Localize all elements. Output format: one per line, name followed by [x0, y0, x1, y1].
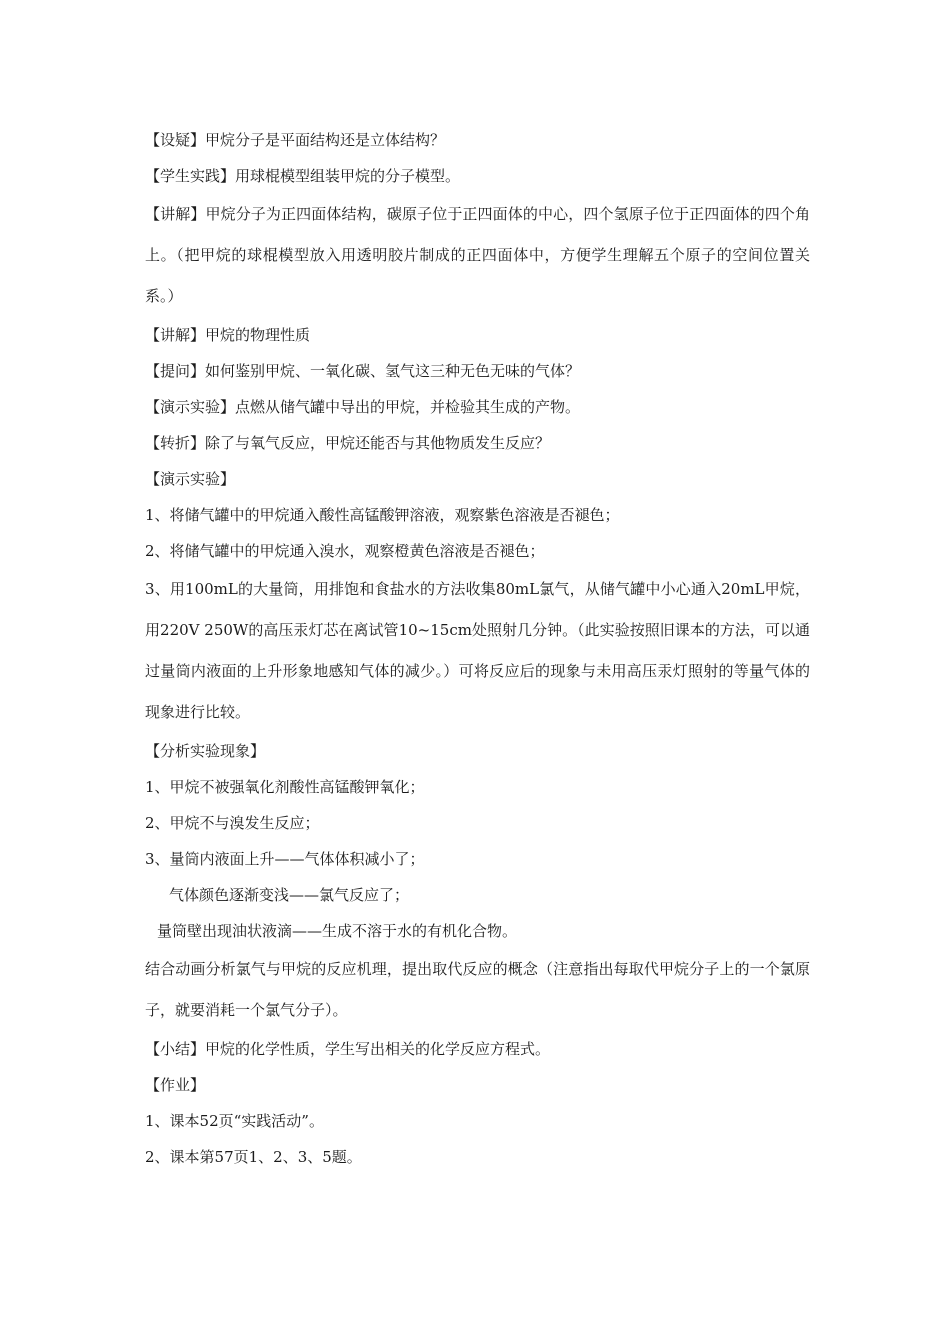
paragraph-transition: 【转折】除了与氧气反应，甲烷还能否与其他物质发生反应？ [145, 434, 551, 452]
paragraph-question: 【设疑】甲烷分子是平面结构还是立体结构？ [145, 131, 446, 149]
list-item-homework-2: 2、课本第57页1、2、3、5题。 [145, 1148, 362, 1166]
list-item-analysis-1: 1、甲烷不被强氧化剂酸性高锰酸钾氧化； [145, 778, 425, 796]
paragraph-explanation-structure: 【讲解】甲烷分子为正四面体结构，碳原子位于正四面体的中心，四个氢原子位于正四面体的四个角上。（把甲烷的球棍模型放入用透明胶片制成的正四面体中，方便学生理解五个原子的空间位置关系。） [145, 205, 810, 305]
paragraph-student-practice: 【学生实践】用球棍模型组装甲烷的分子模型。 [145, 167, 461, 185]
paragraph-homework-heading: 【作业】 [145, 1076, 206, 1094]
paragraph-summary: 【小结】甲烷的化学性质，学生写出相关的化学反应方程式。 [145, 1040, 551, 1058]
list-item-homework-1: 1、课本52页“实践活动”。 [145, 1112, 324, 1130]
list-item-demo-1: 1、将储气罐中的甲烷通入酸性高锰酸钾溶液，观察紫色溶液是否褪色； [145, 506, 620, 524]
paragraph-explanation-physical: 【讲解】甲烷的物理性质 [145, 326, 311, 344]
list-item-demo-3: 3、用100mL的大量筒，用排饱和食盐水的方法收集80mL氯气，从储气罐中小心通入20mL甲烷，用220V 250W的高压汞灯芯在离试管10~15cm处照射几分钟。（此实验按照旧课本的方法，可以通过量筒内液面的上升形象地感知气体的减少。）可将反应后的现象与未用高压汞灯照射的等量气体的现象进行比较。 [145, 580, 810, 721]
document-body [145, 122, 810, 1175]
paragraph-ask: 【提问】如何鉴别甲烷、一氧化碳、氢气这三种无色无味的气体？ [145, 362, 581, 380]
paragraph-demo-heading: 【演示实验】 [145, 470, 236, 488]
list-item-analysis-3: 3、量筒内液面上升——气体体积减小了； [145, 850, 425, 868]
paragraph-mechanism: 结合动画分析氯气与甲烷的反应机理，提出取代反应的概念（注意指出每取代甲烷分子上的一个氯原子，就要消耗一个氯气分子）。 [145, 960, 810, 1019]
list-item-analysis-2: 2、甲烷不与溴发生反应； [145, 814, 320, 832]
paragraph-demo-combustion: 【演示实验】点燃从储气罐中导出的甲烷，并检验其生成的产物。 [145, 398, 581, 416]
list-item-demo-2: 2、将储气罐中的甲烷通入溴水，观察橙黄色溶液是否褪色； [145, 542, 545, 560]
list-item-analysis-3c: 量筒壁出现油状液滴——生成不溶于水的有机化合物。 [157, 922, 518, 940]
paragraph-analysis-heading: 【分析实验现象】 [145, 742, 266, 760]
list-item-analysis-3b: 气体颜色逐渐变浅——氯气反应了； [169, 886, 410, 904]
